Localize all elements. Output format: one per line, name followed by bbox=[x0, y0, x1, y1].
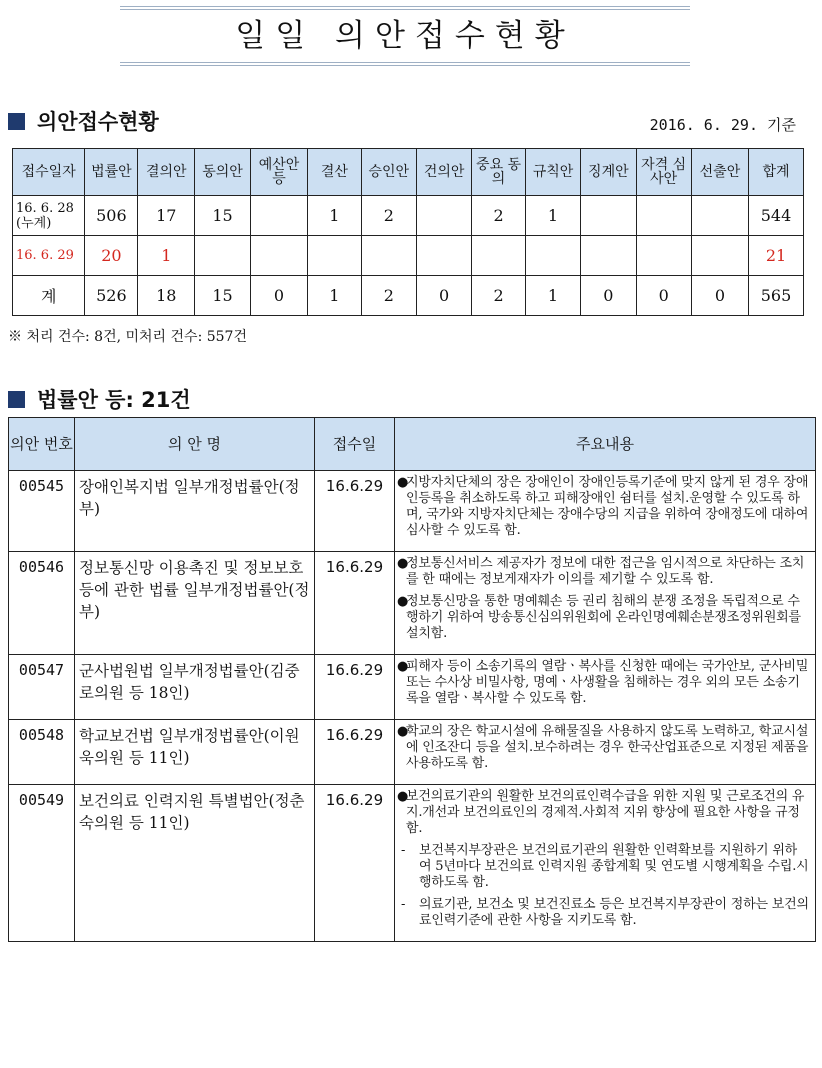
section-title: 의안접수현황 bbox=[37, 110, 159, 134]
summary-item-text: 의료기관, 보건소 및 보건진료소 등은 보건복지부장관이 정하는 보건의료인력기준에 관한 사항을 지키도록 함. bbox=[419, 897, 809, 928]
bills-header-row bbox=[9, 418, 816, 471]
summary-item bbox=[397, 556, 809, 588]
bill-number: 00546 bbox=[9, 552, 75, 655]
summary-item bbox=[397, 843, 809, 891]
summary-cell: 0 bbox=[581, 276, 636, 316]
summary-cell: 544 bbox=[749, 196, 804, 236]
summary-cell: 506 bbox=[85, 196, 138, 236]
summary-date-cell: 16. 6. 28 (누계) bbox=[13, 196, 85, 236]
summary-col-header: 결의안 bbox=[138, 149, 195, 196]
summary-cell: 565 bbox=[749, 276, 804, 316]
bill-number: 00549 bbox=[9, 785, 75, 942]
col-header-name: 의 안 명 bbox=[75, 418, 315, 471]
bill-row bbox=[9, 471, 816, 552]
summary-item bbox=[397, 789, 809, 837]
summary-cell bbox=[416, 236, 471, 276]
bill-date: 16.6.29 bbox=[315, 655, 395, 720]
summary-col-header: 합계 bbox=[749, 149, 804, 196]
summary-date-cell: 16. 6. 29 bbox=[13, 236, 85, 276]
summary-table bbox=[12, 148, 804, 316]
summary-cell: 1 bbox=[138, 236, 195, 276]
summary-cell bbox=[472, 236, 526, 276]
summary-item-text: 피해자 등이 소송기록의 열람ㆍ복사를 신청한 때에는 국가안보, 군사비밀 또는 수사상 비밀사항, 명예ㆍ사생활을 침해하는 경우 외의 모든 소송기록을 열람ㆍ복사할 수 있도록 함. bbox=[406, 659, 809, 706]
summary-cell bbox=[416, 196, 471, 236]
summary-row bbox=[13, 196, 804, 236]
summary-col-header: 결산 bbox=[308, 149, 362, 196]
col-header-no: 의안 번호 bbox=[9, 418, 75, 471]
square-bullet-icon bbox=[8, 391, 25, 408]
section-title: 법률안 등: 21건 bbox=[37, 388, 191, 412]
bill-date: 16.6.29 bbox=[315, 552, 395, 655]
summary-cell: 2 bbox=[472, 196, 526, 236]
summary-cell bbox=[361, 236, 416, 276]
summary-col-header: 예산안 등 bbox=[250, 149, 307, 196]
bill-date: 16.6.29 bbox=[315, 471, 395, 552]
summary-cell: 2 bbox=[472, 276, 526, 316]
summary-cell: 0 bbox=[636, 276, 691, 316]
summary-item-text: 보건의료기관의 원활한 보건의료인력수급을 위한 지원 및 근로조건의 유지.개선과 보건의료인의 경제적.사회적 지위 향상에 필요한 사항을 규정함. bbox=[406, 789, 805, 836]
summary-cell: 0 bbox=[416, 276, 471, 316]
summary-cell: 2 bbox=[361, 196, 416, 236]
summary-cell bbox=[525, 236, 580, 276]
summary-col-header: 중요 동의 bbox=[472, 149, 526, 196]
summary-col-header: 동의안 bbox=[195, 149, 251, 196]
bill-number: 00547 bbox=[9, 655, 75, 720]
bill-row bbox=[9, 655, 816, 720]
summary-cell: 17 bbox=[138, 196, 195, 236]
summary-cell bbox=[308, 236, 362, 276]
section-heading-bills bbox=[8, 384, 191, 414]
summary-item bbox=[397, 724, 809, 772]
bill-date: 16.6.29 bbox=[315, 720, 395, 785]
bill-summary bbox=[395, 655, 816, 720]
bill-name: 장애인복지법 일부개정법률안(정부) bbox=[75, 471, 315, 552]
bill-row bbox=[9, 720, 816, 785]
page-title: 일일 의안접수현황 bbox=[235, 18, 575, 54]
title-rule-bottom bbox=[120, 62, 690, 66]
bill-summary bbox=[395, 471, 816, 552]
summary-cell bbox=[581, 196, 636, 236]
bill-summary bbox=[395, 720, 816, 785]
summary-cell bbox=[195, 236, 251, 276]
col-header-summary: 주요내용 bbox=[395, 418, 816, 471]
bill-name: 군사법원법 일부개정법률안(김중로의원 등 18인) bbox=[75, 655, 315, 720]
dot-bullet-icon: ● bbox=[397, 556, 409, 571]
square-bullet-icon bbox=[8, 113, 25, 130]
bill-row bbox=[9, 552, 816, 655]
summary-cell bbox=[691, 196, 748, 236]
summary-item-text: 보건복지부장관은 보건의료기관의 원활한 인력확보를 지원하기 위하여 5년마다 보건의료 인력지원 종합계획 및 연도별 시행계획을 수립.시행하도록 함. bbox=[419, 843, 809, 890]
dot-bullet-icon: ● bbox=[397, 659, 409, 674]
summary-item bbox=[397, 659, 809, 707]
as-of-date: 2016. 6. 29. 기준 bbox=[649, 116, 796, 134]
summary-item bbox=[397, 475, 809, 539]
summary-cell bbox=[581, 236, 636, 276]
summary-cell: 1 bbox=[525, 276, 580, 316]
bills-table bbox=[8, 417, 816, 942]
summary-cell: 21 bbox=[749, 236, 804, 276]
bill-date: 16.6.29 bbox=[315, 785, 395, 942]
bill-row bbox=[9, 785, 816, 942]
summary-col-header: 규칙안 bbox=[525, 149, 580, 196]
summary-cell: 15 bbox=[195, 196, 251, 236]
bill-name: 학교보건법 일부개정법률안(이원욱의원 등 11인) bbox=[75, 720, 315, 785]
summary-date-cell: 계 bbox=[13, 276, 85, 316]
summary-cell: 1 bbox=[308, 196, 362, 236]
summary-item-text: 학교의 장은 학교시설에 유해물질을 사용하지 않도록 노력하고, 학교시설에 인조잔디 등을 설치.보수하려는 경우 한국산업표준으로 지정된 제품을 사용하도록 함. bbox=[406, 724, 809, 771]
summary-item-text: 지방자치단체의 장은 장애인이 장애인등록기준에 맞지 않게 된 경우 장애인등록을 취소하도록 하고 피해장애인 쉼터를 설치.운영할 수 있도록 하며, 국가와 지방자치단체는 장애수당의 지급을 위하여 장애정도에 대하여 심사할 수 있도록 함. bbox=[406, 475, 809, 538]
summary-cell bbox=[636, 196, 691, 236]
summary-cell: 15 bbox=[195, 276, 251, 316]
summary-item-text: 정보통신망을 통한 명예훼손 등 권리 침해의 분쟁 조정을 독립적으로 수행하기 위하여 방송통신심의위원회에 온라인명예훼손분쟁조정위원회를 설치함. bbox=[406, 594, 801, 641]
summary-cell: 2 bbox=[361, 276, 416, 316]
summary-row bbox=[13, 276, 804, 316]
summary-cell bbox=[250, 236, 307, 276]
summary-col-header: 선출안 bbox=[691, 149, 748, 196]
bill-name: 정보통신망 이용촉진 및 정보보호 등에 관한 법률 일부개정법률안(정부) bbox=[75, 552, 315, 655]
summary-cell: 20 bbox=[85, 236, 138, 276]
processing-note: ※ 처리 건수: 8건, 미처리 건수: 557건 bbox=[8, 329, 247, 345]
summary-item bbox=[397, 897, 809, 929]
summary-cell bbox=[691, 236, 748, 276]
title-block bbox=[120, 6, 690, 66]
bill-summary bbox=[395, 785, 816, 942]
section-heading-summary bbox=[8, 106, 159, 136]
summary-item bbox=[397, 594, 809, 642]
summary-cell: 526 bbox=[85, 276, 138, 316]
summary-cell: 1 bbox=[308, 276, 362, 316]
summary-cell: 1 bbox=[525, 196, 580, 236]
summary-cell: 0 bbox=[250, 276, 307, 316]
summary-col-header: 접수일자 bbox=[13, 149, 85, 196]
bill-number: 00548 bbox=[9, 720, 75, 785]
dash-bullet-icon: - bbox=[401, 843, 406, 858]
summary-col-header: 자격 심사안 bbox=[636, 149, 691, 196]
col-header-date: 접수일 bbox=[315, 418, 395, 471]
summary-col-header: 건의안 bbox=[416, 149, 471, 196]
title-rule-top bbox=[120, 6, 690, 10]
dash-bullet-icon: - bbox=[401, 897, 406, 912]
dot-bullet-icon: ● bbox=[397, 724, 409, 739]
dot-bullet-icon: ● bbox=[397, 594, 409, 609]
summary-cell bbox=[250, 196, 307, 236]
bill-name: 보건의료 인력지원 특별법안(정춘숙의원 등 11인) bbox=[75, 785, 315, 942]
summary-cell: 18 bbox=[138, 276, 195, 316]
summary-cell: 0 bbox=[691, 276, 748, 316]
summary-header-row bbox=[13, 149, 804, 196]
summary-col-header: 법률안 bbox=[85, 149, 138, 196]
bill-number: 00545 bbox=[9, 471, 75, 552]
dot-bullet-icon: ● bbox=[397, 789, 409, 804]
bill-summary bbox=[395, 552, 816, 655]
summary-cell bbox=[636, 236, 691, 276]
summary-col-header: 승인안 bbox=[361, 149, 416, 196]
dot-bullet-icon: ● bbox=[397, 475, 409, 490]
summary-col-header: 징계안 bbox=[581, 149, 636, 196]
summary-item-text: 정보통신서비스 제공자가 정보에 대한 접근을 임시적으로 차단하는 조치를 한 때에는 정보게재자가 이의를 제기할 수 있도록 함. bbox=[406, 556, 805, 587]
summary-row bbox=[13, 236, 804, 276]
